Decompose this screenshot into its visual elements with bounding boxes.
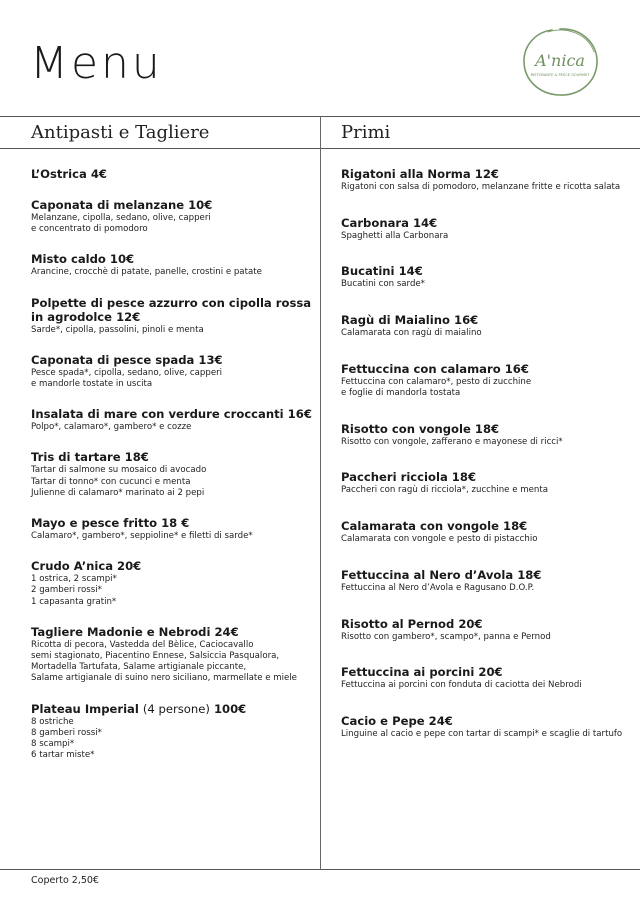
menu-item-name: Rigatoni alla Norma 12€: [341, 167, 499, 181]
menu-item-description: [31, 267, 321, 278]
menu-item-description: [341, 534, 631, 545]
menu-item-name: Tris di tartare 18€: [31, 450, 149, 465]
menu-item-name: Caponata di pesce spada 13€: [31, 352, 223, 367]
menu-item-name: Tagliere Madonie e Nebrodi 24€: [31, 624, 239, 639]
menu-item-description: [341, 680, 631, 691]
menu-item: [31, 450, 321, 499]
coperto-note: Coperto 2,50€: [31, 875, 99, 886]
description-line: Bucatini con sarde*: [341, 279, 425, 290]
menu-item-description: [341, 377, 631, 399]
primi-list: [341, 167, 631, 763]
menu-item: [341, 470, 631, 496]
menu-item-name: Ragù di Maialino 16€: [341, 313, 479, 328]
menu-item-name: Polpette di pesce azzurro con cipolla rossa in agrodolce 12€: [31, 295, 312, 324]
description-line: Ricotta di pecora, Vastedda del Bèlice, Caciocavallo: [31, 639, 254, 650]
menu-item: [31, 516, 321, 542]
antipasti-list: [31, 167, 321, 778]
description-line: Pesce spada*, cipolla, sedano, olive, capperi: [31, 367, 223, 378]
description-line: semi stagionato, Piacentino Ennese, Salsiccia Pasqualora,: [31, 651, 280, 662]
description-line: Calamarata con ragù di maialino: [341, 328, 482, 339]
description-line: Sarde*, cipolla, passolini, pinoli e menta: [31, 324, 204, 335]
description-line: Fettuccina ai porcini con fonduta di caciotta dei Nebrodi: [341, 680, 582, 691]
description-line: Risotto con gambero*, scampo*, panna e Pernod: [341, 631, 551, 642]
logo-tagline: RISTORANTE & PESCE GOURMET: [530, 73, 590, 77]
description-line: 8 ostriche: [31, 716, 74, 727]
menu-item-description: [341, 437, 631, 448]
menu-item: [341, 264, 631, 290]
menu-item-name: Risotto al Pernod 20€: [341, 616, 483, 631]
description-line: Calamarata con vongole e pesto di pistacchio: [341, 534, 538, 545]
description-line: Arancine, crocchè di patate, panelle, crostini e patate: [31, 267, 262, 278]
description-line: 1 capasanta gratin*: [31, 596, 117, 607]
menu-item-description: [341, 485, 631, 496]
description-line: e mandorle tostate in uscita: [31, 379, 153, 390]
menu-item-name: Crudo A’nica 20€: [31, 559, 142, 574]
logo-circle-icon: [518, 24, 602, 100]
plateau-price: 100€: [213, 701, 247, 716]
description-line: e concentrato di pomodoro: [31, 224, 148, 235]
menu-item: [31, 407, 321, 433]
menu-item: [31, 559, 321, 608]
menu-item-plateau: [31, 702, 321, 762]
menu-item-description: [31, 368, 321, 390]
plateau-persons: (4 persone): [142, 701, 210, 716]
menu-item-name: L’Ostrica 4€: [31, 167, 107, 181]
menu-item: [341, 714, 631, 740]
menu-item: [341, 422, 631, 448]
description-line: Fettuccina al Nero d’Avola e Ragusano D.O.P.: [341, 582, 535, 593]
restaurant-logo: [518, 24, 602, 100]
menu-item-description: [31, 574, 321, 608]
description-line: Tartar di salmone su mosaico di avocado: [31, 465, 207, 476]
menu-item-description: [31, 325, 321, 336]
description-line: Linguine al cacio e pepe con tartar di scampi* e scaglie di tartufo: [341, 728, 623, 739]
menu-item-description: [341, 632, 631, 643]
section-title-antipasti: Antipasti e Tagliere: [31, 122, 210, 143]
menu-item-name: Cacio e Pepe 24€: [341, 713, 453, 728]
menu-item: [31, 296, 321, 336]
description-line: 1 ostrica, 2 scampi*: [31, 574, 117, 585]
description-line: Paccheri con ragù di ricciola*, zucchine e menta: [341, 485, 548, 496]
menu-item-name: Fettuccina al Nero d’Avola 18€: [341, 567, 542, 582]
description-line: Risotto con vongole, zafferano e mayonese di ricci*: [341, 436, 563, 447]
menu-item: [31, 198, 321, 235]
menu-item-description: [31, 640, 321, 685]
description-line: Polpo*, calamaro*, gambero* e cozze: [31, 422, 192, 433]
menu-item-description: [31, 465, 321, 499]
menu-item-description: [341, 231, 631, 242]
menu-item: [341, 362, 631, 399]
description-line: Spaghetti alla Carbonara: [341, 230, 449, 241]
menu-item-name: Mayo e pesce fritto 18 €: [31, 516, 190, 531]
description-line: Julienne di calamaro* marinato ai 2 pepi: [31, 487, 205, 498]
menu-item: [31, 353, 321, 390]
description-line: 2 gamberi rossi*: [31, 585, 102, 596]
description-line: Rigatoni con salsa di pomodoro, melanzane fritte e ricotta salata: [341, 182, 621, 192]
description-line: 8 gamberi rossi*: [31, 727, 102, 738]
menu-item: [341, 313, 631, 339]
menu-item-description: [341, 182, 631, 193]
menu-item-name: Fettuccina ai porcini 20€: [341, 665, 503, 680]
menu-item-description: [341, 328, 631, 339]
menu-item: [341, 519, 631, 545]
menu-item-name: Paccheri ricciola 18€: [341, 470, 477, 485]
logo-name: A'nica: [535, 51, 585, 70]
menu-item-name: Caponata di melanzane 10€: [31, 198, 213, 212]
description-line: Fettuccina con calamaro*, pesto di zucchine: [341, 376, 532, 387]
menu-item-description: [341, 279, 631, 290]
description-line: Mortadella Tartufata, Salame artigianale piccante,: [31, 662, 247, 673]
description-line: Salame artigianale di suino nero siciliano, marmellate e miele: [31, 673, 297, 684]
menu-item-name: Calamarata con vongole 18€: [341, 519, 528, 534]
section-title-primi: Primi: [341, 122, 391, 143]
menu-item-name: Risotto con vongole 18€: [341, 421, 500, 436]
menu-item-description: [31, 717, 321, 762]
menu-item: [31, 252, 321, 278]
menu-item-name: Misto caldo 10€: [31, 252, 135, 267]
description-line: Melanzane, cipolla, sedano, olive, capperi: [31, 213, 211, 223]
menu-item: [31, 625, 321, 685]
menu-item-name: Fettuccina con calamaro 16€: [341, 361, 529, 376]
menu-item-description: [31, 422, 321, 433]
menu-item-name: Carbonara 14€: [341, 215, 438, 230]
menu-item: [341, 665, 631, 691]
description-line: 6 tartar miste*: [31, 750, 95, 761]
menu-item: [31, 167, 321, 181]
menu-item: [341, 167, 631, 193]
description-line: 8 scampi*: [31, 739, 75, 750]
menu-item-description: [341, 583, 631, 594]
menu-item: [341, 216, 631, 242]
menu-item: [341, 617, 631, 643]
description-line: e foglie di mandorla tostata: [341, 388, 461, 399]
menu-item: [341, 568, 631, 594]
menu-item-description: [341, 729, 631, 740]
menu-item-description: [31, 213, 321, 235]
menu-item-name: Bucatini 14€: [341, 264, 423, 279]
menu-item-name: Insalata di mare con verdure croccanti 16€: [31, 407, 312, 422]
plateau-name: Plateau Imperial: [31, 701, 139, 716]
description-line: Calamaro*, gambero*, seppioline* e filetti di sarde*: [31, 531, 253, 542]
menu-item-description: [31, 531, 321, 542]
page-title: Menu: [30, 38, 163, 89]
description-line: Tartar di tonno* con cucunci e menta: [31, 476, 191, 487]
menu-item-name: [31, 702, 321, 716]
